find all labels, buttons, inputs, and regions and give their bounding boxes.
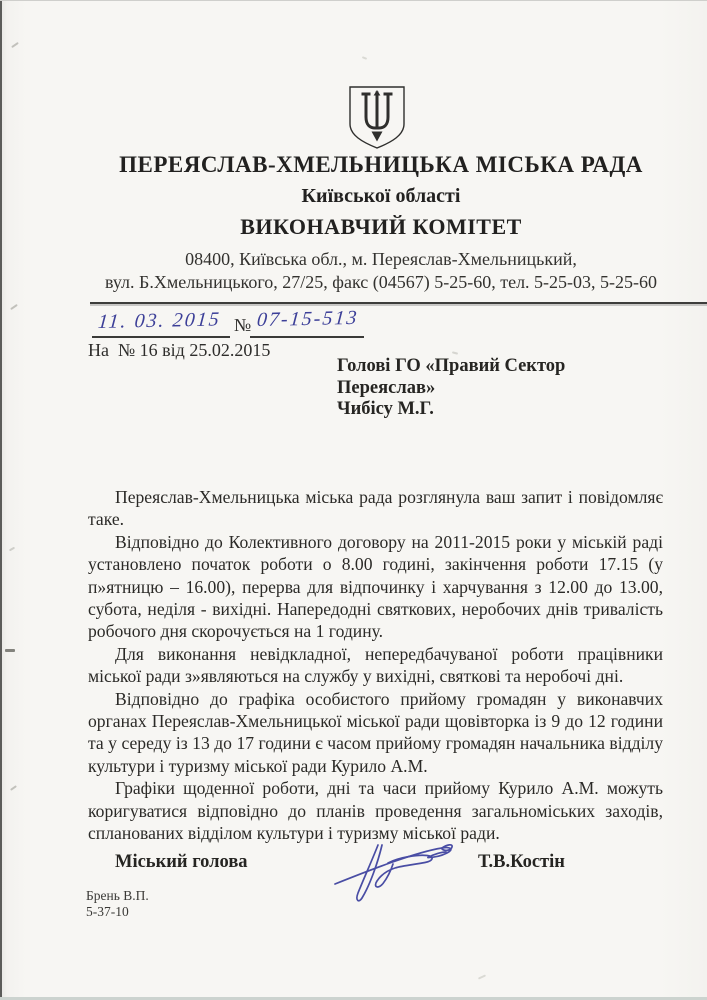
org-name: ПЕРЕЯСЛАВ-ХМЕЛЬНИЦЬКА МІСЬКА РАДА xyxy=(119,152,643,177)
scan-artifact xyxy=(5,649,15,652)
address-line-1: 08400, Київська обл., м. Переяслав-Хмельницький, xyxy=(185,249,577,269)
body-paragraph: Відповідно до Колективного договору на 2011-2015 роки у міській раді установлено початок роботи о 8.00 годині, закінчення роботи 17.15 (у п»ятницю – 16.00), перерва для відпочинку і харчування з 12.00 до 13.00, субота, неділя - вихідні. Напередодні святкових, неробочих днів тривалість робочого дня скорочується на 1 годину. xyxy=(88,531,663,642)
body-paragraph: Для виконання невідкладної, непередбачуваної роботи працівники міської ради з»являються на службу у вихідні, святкові та неробочі дні. xyxy=(88,643,663,687)
executor-name: Брень В.П. xyxy=(86,888,149,903)
signer-name: Т.В.Костін xyxy=(478,852,565,872)
scan-artifact xyxy=(478,974,486,979)
address-line-2: вул. Б.Хмельницького, 27/25, факс (04567) 5-25-60, тел. 5-25-03, 5-25-60 xyxy=(104,272,658,292)
handwritten-date: 11. 03. 2015 xyxy=(97,308,222,334)
org-committee: ВИКОНАВЧИЙ КОМІТЕТ xyxy=(240,214,522,239)
body-paragraph: Переяслав-Хмельницька міська рада розглянула ваш запит і повідомляє таке. xyxy=(88,487,663,530)
org-region: Київської області xyxy=(301,185,461,207)
recipient-line: Переяслав» xyxy=(337,377,436,398)
letter-body xyxy=(88,486,663,845)
scan-artifact xyxy=(10,304,18,310)
body-paragraph: Відповідно до графіка особистого прийому громадян у виконавчих органах Переяслав-Хмельницької міської ради щовівторка із 9 до 12 години та у середу із 13 до 17 години є часом прийому громадян начальника відділу культури і туризму міської ради Курило А.М. xyxy=(88,688,663,776)
signer-title: Міський голова xyxy=(115,852,248,872)
scan-artifact xyxy=(452,351,458,354)
date-underline xyxy=(92,336,230,338)
scan-edge-top xyxy=(0,0,707,1)
recipient-line: Голові ГО «Правий Сектор xyxy=(337,356,566,376)
executor-phone: 5-37-10 xyxy=(86,904,129,919)
executor-block xyxy=(86,888,149,920)
number-sign: № xyxy=(234,315,252,335)
handwritten-outgoing-number: 07-15-513 xyxy=(256,306,360,332)
recipient-line: Чибісу М.Г. xyxy=(337,399,434,419)
letterhead-separator-rule xyxy=(90,302,707,304)
signature-icon xyxy=(330,832,466,904)
scan-artifact xyxy=(10,785,17,791)
coat-of-arms-icon xyxy=(346,84,408,152)
scan-artifact xyxy=(11,42,19,48)
scan-artifact xyxy=(362,56,367,60)
recipient-block xyxy=(337,356,637,421)
scan-edge-left xyxy=(0,0,2,1000)
number-underline xyxy=(250,336,364,338)
reply-reference-line: На № 16 від 25.02.2015 xyxy=(88,340,271,360)
scan-artifact xyxy=(9,547,15,552)
body-paragraph: Графіки щоденної роботи, дні та часи прийому Курило А.М. можуть коригуватися відповідно до планів проведення загальноміських заходів, спланованих відділом культури і туризму міської ради. xyxy=(88,778,663,844)
